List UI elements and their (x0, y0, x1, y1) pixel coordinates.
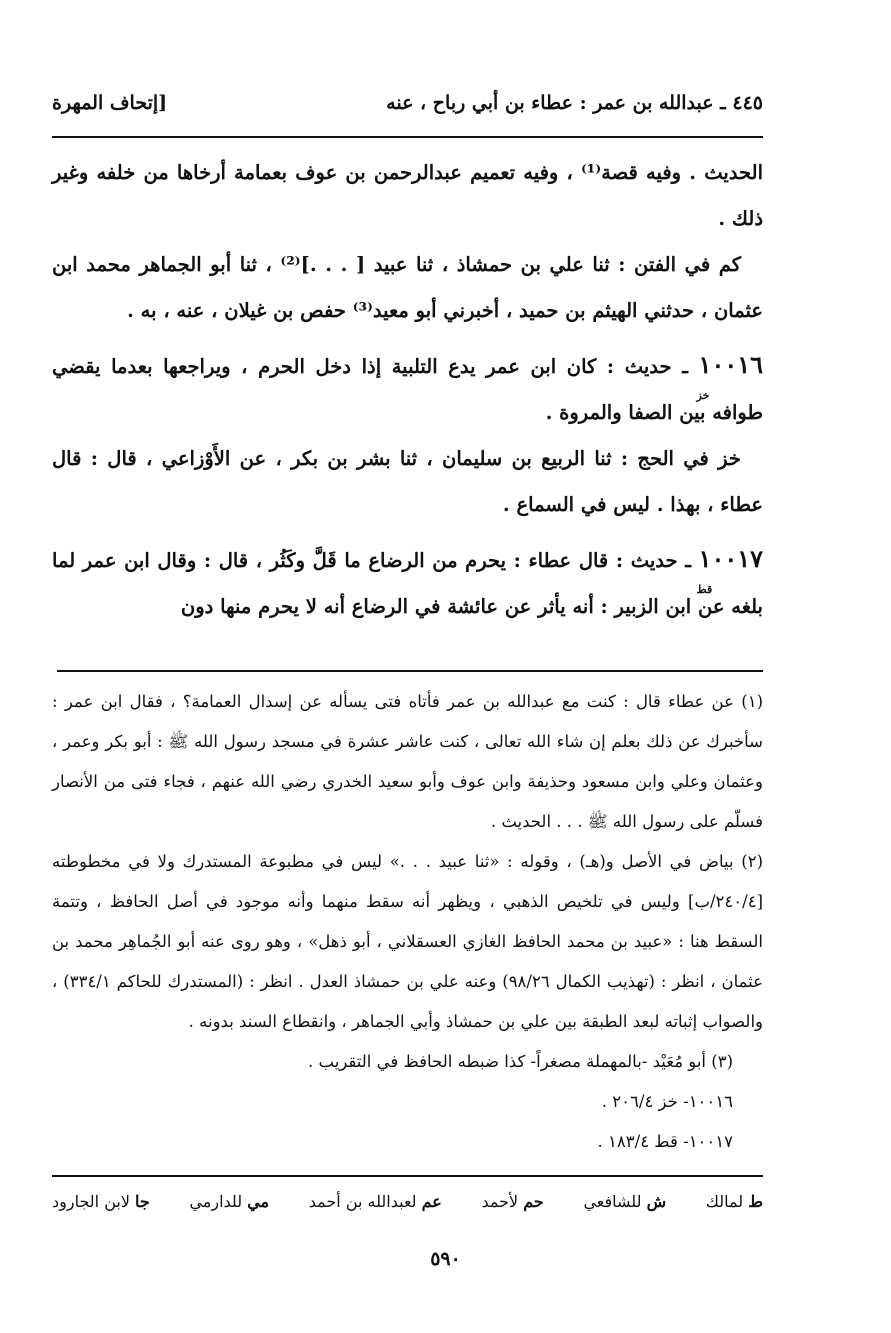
abbr-item: عم لعبدالله بن أحمد (308, 1192, 442, 1211)
main-text (52, 150, 763, 630)
footnotes (52, 682, 763, 1162)
source-mark: خز (696, 389, 710, 402)
footnote-1: (١) عن عطاء قال : كنت مع عبدالله بن عمر فأتاه فتى يسأله عن إسدال العمامة؟ ، فقال ابن عمر : سأخبرك عن ذلك بعلم إن شاء الله تعالى ، كنت عاشر عشرة في مسجد رسول الله ﷺ : أبو بكر وعمر ، وعثمان وعلي وابن مسعود وحذيفة وابن عوف وأبو سعيد الخدري رضي الله عنهم ، فجاء فتى من الأنصار فسلّم على رسول الله ﷺ . . . الحديث . (52, 692, 763, 831)
paragraph-chain-kam: كم في الفتن : ثنا علي بن حمشاذ ، ثنا عبيد [ . . .]⁽²⁾ ، ثنا أبو الجماهر محمد ابن عثمان ، حدثني الهيثم بن حميد ، أخبرني أبو معيد⁽³⁾ حفص بن غيلان ، عنه ، به . (52, 253, 763, 322)
running-header (52, 92, 763, 122)
page-number: ٥٩٠ (430, 1248, 461, 1270)
hadith-10016 (52, 342, 763, 436)
paragraph-hadith-end: الحديث . وفيه قصة⁽¹⁾ ، وفيه تعميم عبدالرحمن بن عوف بعمامة أرخاها من خلفه وغير ذلك . (52, 161, 763, 230)
reference-10016: ١٠٠١٦- خز ٢٠٦/٤ . (601, 1092, 733, 1111)
source-mark: قط (696, 583, 713, 596)
abbr-item: ش للشافعي (583, 1192, 667, 1211)
hadith-text: ـ حديث : كان ابن عمر يدع التلبية إذا دخل الحرم ، ويراجعها بعدما يقضي طوافه بين الصفا والمروة . (52, 355, 763, 424)
chapter-title: ٤٤٥ ـ عبدالله بن عمر : عطاء بن أبي رباح ، عنه (386, 92, 763, 114)
paragraph-chain-khz: خز في الحج : ثنا الربيع بن سليمان ، ثنا بشر بن بكر ، عن الأَوْزاعي ، قال : قال عطاء ، بهذا . ليس في السماع . (52, 447, 763, 516)
hadith-number: ١٠٠١٧ قط (696, 544, 763, 596)
hadith-number: ١٠٠١٦ خز (696, 350, 763, 402)
abbr-item: جا لابن الجارود (52, 1192, 150, 1211)
abbreviation-rule (52, 1175, 763, 1177)
abbr-item: مي للدارمي (189, 1192, 270, 1211)
footnote-rule (57, 670, 763, 672)
hadith-10017 (52, 536, 763, 630)
book-title: [إتحاف المهرة (52, 92, 168, 114)
abbr-item: حم لأحمد (481, 1192, 544, 1211)
reference-10017: ١٠٠١٧- قط ١٨٣/٤ . (597, 1132, 733, 1151)
abbr-item: ط لمالك (705, 1192, 763, 1211)
hadith-text: ـ حديث : قال عطاء : يحرم من الرضاع ما قَلَّ وكَثُر ، قال : وقال ابن عمر لما بلغه عن ابن الزبير : أنه يأثر عن عائشة في الرضاع أنه لا يحرم منها دون (52, 549, 763, 618)
footnote-2: (٢) بياض في الأصل و(هـ) ، وقوله : «ثنا عبيد . . .» ليس في مطبوعة المستدرك ولا في مخطوطته [٢٤٠/٤/ب] وليس في تلخيص الذهبي ، ويظهر أنه سقط منهما وأنه موجود في أصل الحافظ ، وتتمة السقط هنا : «عبيد بن محمد الحافظ الغازي العسقلاني ، أبو ذهل» ، وهو روى عنه أبو الجُماهِر محمد بن عثمان ، انظر : (تهذيب الكمال ٩٨/٢٦) وعنه علي بن حمشاذ العدل . انظر : (المستدرك للحاكم ٣٣٤/١) ، والصواب إثباته لبعد الطبقة بين علي بن حمشاذ وأبي الجماهر ، وانقطاع السند بدونه . (52, 852, 763, 1031)
abbreviation-legend (52, 1192, 763, 1211)
footnote-3: (٣) أبو مُعَيْد -بالمهملة مصغراً- كذا ضبطه الحافظ في التقريب . (308, 1052, 733, 1071)
header-rule (52, 136, 763, 138)
